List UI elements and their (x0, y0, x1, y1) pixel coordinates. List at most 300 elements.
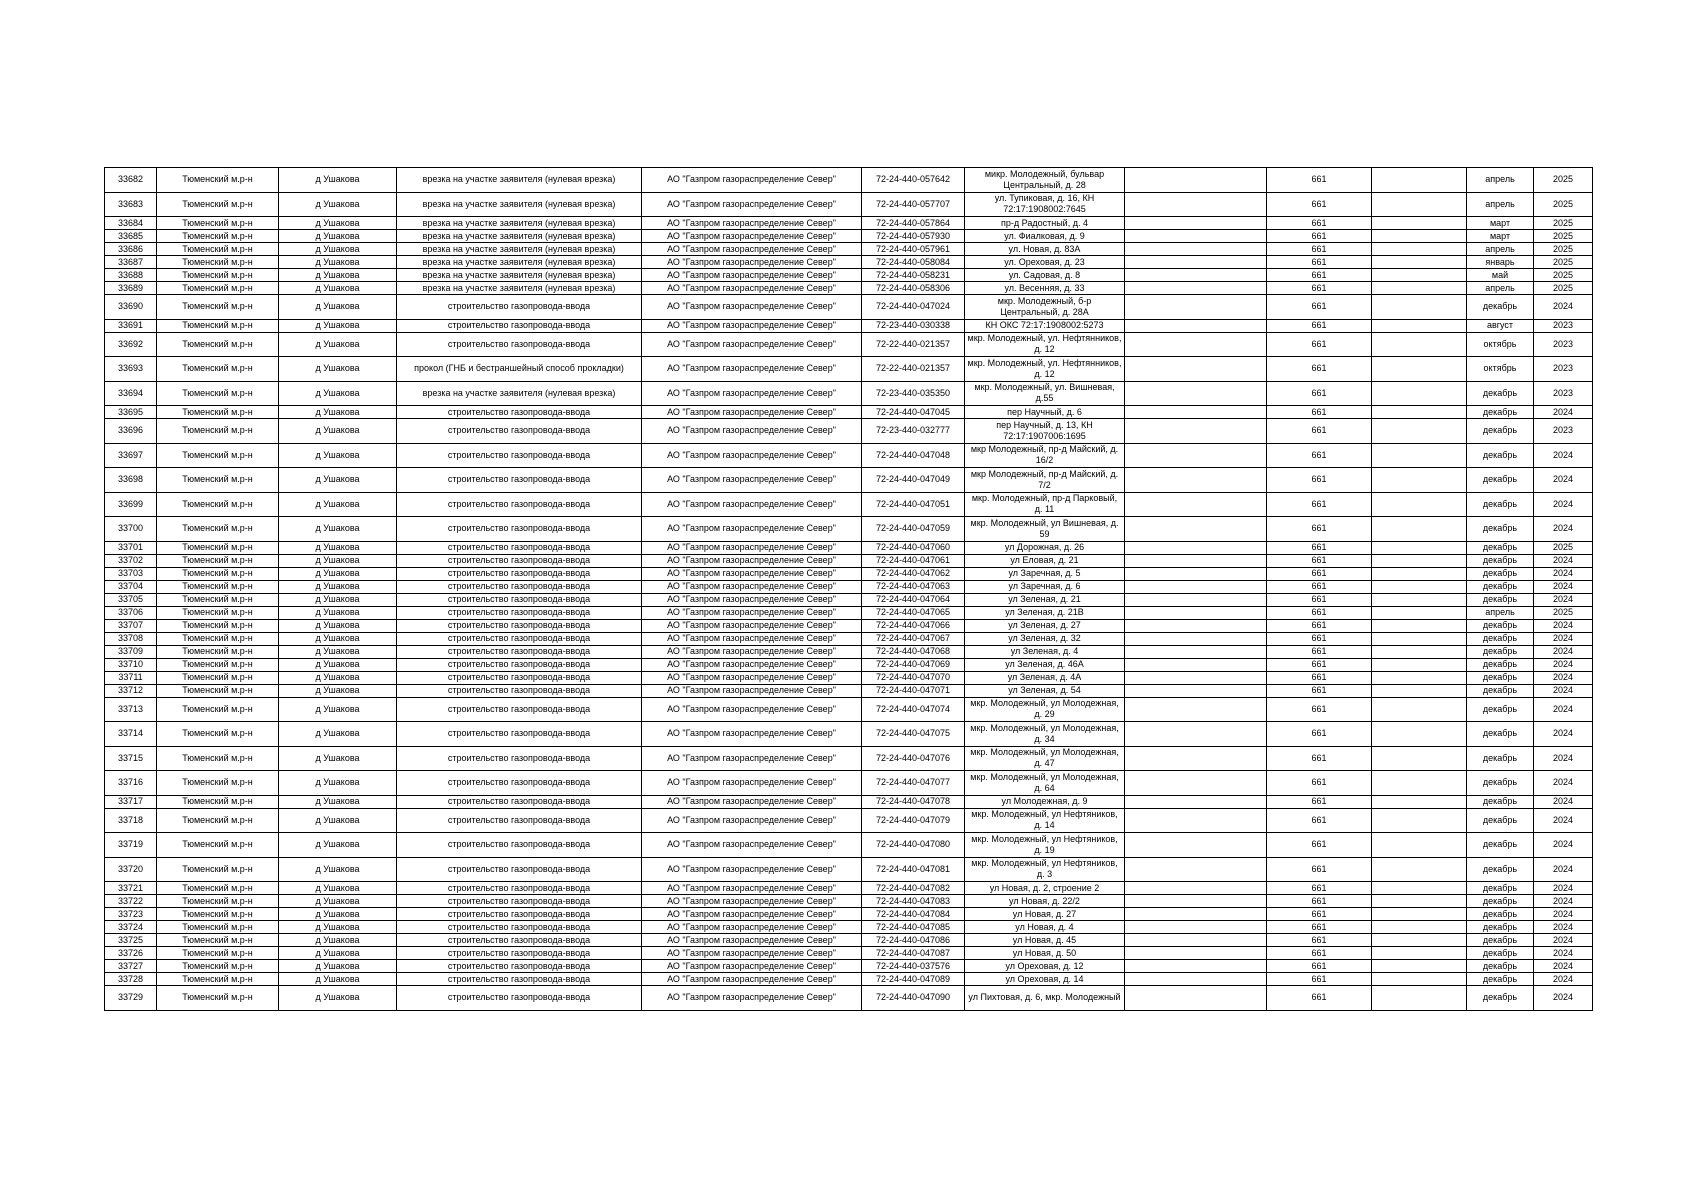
table-row (105, 168, 1593, 193)
cell-row-number: 33708 (105, 632, 157, 645)
cell-district: Тюменский м.р-н (157, 895, 279, 908)
cell-request-number: 72-24-440-047078 (862, 795, 965, 808)
cell-district: Тюменский м.р-н (157, 217, 279, 230)
cell-month: декабрь (1467, 632, 1534, 645)
table-row (105, 357, 1593, 382)
cell-month: декабрь (1467, 580, 1534, 593)
cell-organization: АО "Газпром газораспределение Север" (642, 645, 862, 658)
table-row (105, 684, 1593, 697)
cell-code: 661 (1267, 282, 1372, 295)
cell-month: январь (1467, 256, 1534, 269)
cell-organization: АО "Газпром газораспределение Север" (642, 795, 862, 808)
cell-work-type: строительство газопровода-ввода (397, 632, 642, 645)
data-table (104, 167, 1593, 1011)
cell-organization: АО "Газпром газораспределение Север" (642, 722, 862, 747)
cell-organization: АО "Газпром газораспределение Север" (642, 230, 862, 243)
cell-organization: АО "Газпром газораспределение Север" (642, 443, 862, 468)
cell-empty-col (1125, 833, 1267, 858)
cell-work-type: строительство газопровода-ввода (397, 319, 642, 332)
table-row (105, 319, 1593, 332)
table-row (105, 332, 1593, 357)
cell-code: 661 (1267, 960, 1372, 973)
cell-organization: АО "Газпром газораспределение Север" (642, 671, 862, 684)
cell-request-number: 72-24-440-037576 (862, 960, 965, 973)
cell-work-type: строительство газопровода-ввода (397, 960, 642, 973)
table-row (105, 973, 1593, 986)
cell-request-number: 72-24-440-047061 (862, 554, 965, 567)
table-row (105, 960, 1593, 973)
cell-locality: д Ушакова (279, 908, 397, 921)
cell-row-number: 33719 (105, 833, 157, 858)
table-row (105, 921, 1593, 934)
cell-work-type: прокол (ГНБ и бестраншейный способ прокладки) (397, 357, 642, 382)
cell-organization: АО "Газпром газораспределение Север" (642, 973, 862, 986)
cell-organization: АО "Газпром газораспределение Север" (642, 895, 862, 908)
cell-empty-col2 (1372, 269, 1467, 282)
cell-empty-col2 (1372, 947, 1467, 960)
cell-code: 661 (1267, 632, 1372, 645)
cell-year: 2024 (1534, 554, 1593, 567)
cell-district: Тюменский м.р-н (157, 882, 279, 895)
cell-address: мкр. Молодежный, ул Нефтяников, д. 14 (965, 808, 1125, 833)
cell-row-number: 33728 (105, 973, 157, 986)
cell-district: Тюменский м.р-н (157, 541, 279, 554)
cell-code: 661 (1267, 357, 1372, 382)
cell-work-type: строительство газопровода-ввода (397, 684, 642, 697)
cell-row-number: 33696 (105, 419, 157, 444)
cell-district: Тюменский м.р-н (157, 168, 279, 193)
cell-work-type: строительство газопровода-ввода (397, 567, 642, 580)
cell-work-type: врезка на участке заявителя (нулевая врезка) (397, 168, 642, 193)
cell-empty-col (1125, 492, 1267, 517)
cell-locality: д Ушакова (279, 332, 397, 357)
table-row (105, 895, 1593, 908)
cell-code: 661 (1267, 192, 1372, 217)
cell-address: ул. Весенняя, д. 33 (965, 282, 1125, 295)
cell-district: Тюменский м.р-н (157, 230, 279, 243)
cell-locality: д Ушакова (279, 554, 397, 567)
cell-code: 661 (1267, 332, 1372, 357)
cell-organization: АО "Газпром газораспределение Север" (642, 243, 862, 256)
cell-empty-col2 (1372, 541, 1467, 554)
cell-request-number: 72-22-440-021357 (862, 332, 965, 357)
cell-row-number: 33722 (105, 895, 157, 908)
cell-row-number: 33725 (105, 934, 157, 947)
cell-district: Тюменский м.р-н (157, 857, 279, 882)
cell-month: декабрь (1467, 833, 1534, 858)
cell-empty-col2 (1372, 381, 1467, 406)
cell-district: Тюменский м.р-н (157, 973, 279, 986)
cell-code: 661 (1267, 697, 1372, 722)
cell-locality: д Ушакова (279, 168, 397, 193)
cell-empty-col2 (1372, 722, 1467, 747)
cell-empty-col (1125, 986, 1267, 1011)
cell-empty-col2 (1372, 746, 1467, 771)
cell-locality: д Ушакова (279, 960, 397, 973)
cell-district: Тюменский м.р-н (157, 282, 279, 295)
cell-month: декабрь (1467, 986, 1534, 1011)
cell-address: мкр. Молодежный, ул. Нефтянников, д. 12 (965, 332, 1125, 357)
cell-row-number: 33700 (105, 517, 157, 542)
cell-row-number: 33720 (105, 857, 157, 882)
cell-request-number: 72-24-440-047090 (862, 986, 965, 1011)
cell-month: апрель (1467, 606, 1534, 619)
cell-address: мкр. Молодежный, ул Молодежная, д. 47 (965, 746, 1125, 771)
cell-district: Тюменский м.р-н (157, 908, 279, 921)
cell-request-number: 72-24-440-057930 (862, 230, 965, 243)
cell-locality: д Ушакова (279, 443, 397, 468)
cell-empty-col (1125, 295, 1267, 320)
cell-request-number: 72-24-440-047079 (862, 808, 965, 833)
cell-empty-col2 (1372, 795, 1467, 808)
cell-address: ул. Ореховая, д. 23 (965, 256, 1125, 269)
cell-work-type: строительство газопровода-ввода (397, 658, 642, 671)
cell-code: 661 (1267, 243, 1372, 256)
cell-code: 661 (1267, 771, 1372, 796)
cell-address: ул Зеленая, д. 4 (965, 645, 1125, 658)
cell-request-number: 72-24-440-047080 (862, 833, 965, 858)
cell-row-number: 33693 (105, 357, 157, 382)
cell-work-type: врезка на участке заявителя (нулевая врезка) (397, 243, 642, 256)
cell-organization: АО "Газпром газораспределение Север" (642, 332, 862, 357)
cell-district: Тюменский м.р-н (157, 795, 279, 808)
cell-row-number: 33714 (105, 722, 157, 747)
cell-district: Тюменский м.р-н (157, 619, 279, 632)
cell-organization: АО "Газпром газораспределение Север" (642, 684, 862, 697)
cell-work-type: строительство газопровода-ввода (397, 921, 642, 934)
cell-row-number: 33688 (105, 269, 157, 282)
cell-work-type: строительство газопровода-ввода (397, 580, 642, 593)
cell-address: мкр. Молодежный, ул Молодежная, д. 34 (965, 722, 1125, 747)
cell-request-number: 72-24-440-057707 (862, 192, 965, 217)
cell-request-number: 72-24-440-057642 (862, 168, 965, 193)
cell-address: ул. Тупиковая, д. 16, КН 72:17:1908002:7645 (965, 192, 1125, 217)
cell-code: 661 (1267, 947, 1372, 960)
cell-address: КН ОКС 72:17:1908002:5273 (965, 319, 1125, 332)
cell-row-number: 33682 (105, 168, 157, 193)
cell-district: Тюменский м.р-н (157, 567, 279, 580)
cell-locality: д Ушакова (279, 619, 397, 632)
table-row (105, 517, 1593, 542)
cell-month: апрель (1467, 282, 1534, 295)
cell-year: 2025 (1534, 541, 1593, 554)
cell-code: 661 (1267, 269, 1372, 282)
cell-row-number: 33690 (105, 295, 157, 320)
cell-code: 661 (1267, 895, 1372, 908)
cell-locality: д Ушакова (279, 269, 397, 282)
cell-row-number: 33685 (105, 230, 157, 243)
cell-address: мкр. Молодежный, ул Вишневая, д. 59 (965, 517, 1125, 542)
cell-organization: АО "Газпром газораспределение Север" (642, 419, 862, 444)
cell-address: ул. Новая, д. 83А (965, 243, 1125, 256)
table-row (105, 492, 1593, 517)
cell-row-number: 33727 (105, 960, 157, 973)
cell-district: Тюменский м.р-н (157, 606, 279, 619)
cell-year: 2024 (1534, 973, 1593, 986)
cell-work-type: строительство газопровода-ввода (397, 895, 642, 908)
cell-request-number: 72-24-440-047049 (862, 468, 965, 493)
cell-locality: д Ушакова (279, 882, 397, 895)
cell-address: мкр. Молодежный, ул. Вишневая, д.55 (965, 381, 1125, 406)
cell-address: ул Новая, д. 45 (965, 934, 1125, 947)
cell-request-number: 72-24-440-058084 (862, 256, 965, 269)
cell-empty-col2 (1372, 808, 1467, 833)
cell-code: 661 (1267, 381, 1372, 406)
cell-locality: д Ушакова (279, 567, 397, 580)
cell-address: пер Научный, д. 13, КН 72:17:1907006:1695 (965, 419, 1125, 444)
cell-request-number: 72-24-440-047066 (862, 619, 965, 632)
cell-year: 2024 (1534, 697, 1593, 722)
cell-year: 2023 (1534, 357, 1593, 382)
cell-empty-col (1125, 282, 1267, 295)
cell-empty-col (1125, 921, 1267, 934)
cell-empty-col (1125, 882, 1267, 895)
cell-month: декабрь (1467, 381, 1534, 406)
cell-month: октябрь (1467, 357, 1534, 382)
cell-month: декабрь (1467, 593, 1534, 606)
cell-month: декабрь (1467, 882, 1534, 895)
cell-locality: д Ушакова (279, 645, 397, 658)
cell-work-type: строительство газопровода-ввода (397, 492, 642, 517)
table-row (105, 771, 1593, 796)
cell-year: 2025 (1534, 243, 1593, 256)
cell-address: пр-д Радостный, д. 4 (965, 217, 1125, 230)
cell-organization: АО "Газпром газораспределение Север" (642, 658, 862, 671)
cell-district: Тюменский м.р-н (157, 319, 279, 332)
cell-organization: АО "Газпром газораспределение Север" (642, 882, 862, 895)
cell-empty-col (1125, 230, 1267, 243)
cell-month: декабрь (1467, 671, 1534, 684)
cell-locality: д Ушакова (279, 319, 397, 332)
cell-work-type: строительство газопровода-ввода (397, 606, 642, 619)
cell-work-type: врезка на участке заявителя (нулевая врезка) (397, 230, 642, 243)
cell-request-number: 72-24-440-047070 (862, 671, 965, 684)
cell-empty-col2 (1372, 619, 1467, 632)
cell-locality: д Ушакова (279, 795, 397, 808)
cell-code: 661 (1267, 684, 1372, 697)
cell-year: 2024 (1534, 295, 1593, 320)
cell-request-number: 72-23-440-030338 (862, 319, 965, 332)
cell-empty-col2 (1372, 908, 1467, 921)
cell-district: Тюменский м.р-н (157, 833, 279, 858)
cell-month: декабрь (1467, 947, 1534, 960)
cell-district: Тюменский м.р-н (157, 632, 279, 645)
cell-locality: д Ушакова (279, 419, 397, 444)
cell-row-number: 33704 (105, 580, 157, 593)
cell-code: 661 (1267, 468, 1372, 493)
table-row (105, 419, 1593, 444)
cell-code: 661 (1267, 973, 1372, 986)
cell-work-type: строительство газопровода-ввода (397, 645, 642, 658)
cell-request-number: 72-24-440-047063 (862, 580, 965, 593)
cell-locality: д Ушакова (279, 771, 397, 796)
cell-row-number: 33695 (105, 406, 157, 419)
cell-row-number: 33692 (105, 332, 157, 357)
cell-locality: д Ушакова (279, 256, 397, 269)
cell-month: август (1467, 319, 1534, 332)
cell-organization: АО "Газпром газораспределение Север" (642, 217, 862, 230)
cell-empty-col (1125, 632, 1267, 645)
cell-empty-col (1125, 857, 1267, 882)
cell-row-number: 33726 (105, 947, 157, 960)
cell-empty-col (1125, 567, 1267, 580)
cell-organization: АО "Газпром газораспределение Север" (642, 808, 862, 833)
cell-empty-col (1125, 795, 1267, 808)
cell-row-number: 33697 (105, 443, 157, 468)
cell-empty-col2 (1372, 554, 1467, 567)
table-row (105, 722, 1593, 747)
cell-month: декабрь (1467, 658, 1534, 671)
cell-code: 661 (1267, 492, 1372, 517)
cell-empty-col (1125, 973, 1267, 986)
cell-district: Тюменский м.р-н (157, 808, 279, 833)
table-row (105, 217, 1593, 230)
cell-request-number: 72-24-440-047089 (862, 973, 965, 986)
cell-work-type: строительство газопровода-ввода (397, 973, 642, 986)
cell-row-number: 33713 (105, 697, 157, 722)
cell-empty-col2 (1372, 419, 1467, 444)
cell-locality: д Ушакова (279, 746, 397, 771)
cell-month: декабрь (1467, 795, 1534, 808)
cell-request-number: 72-24-440-047024 (862, 295, 965, 320)
cell-month: декабрь (1467, 722, 1534, 747)
cell-empty-col (1125, 895, 1267, 908)
cell-address: ул Зеленая, д. 21 (965, 593, 1125, 606)
cell-locality: д Ушакова (279, 606, 397, 619)
cell-organization: АО "Газпром газораспределение Север" (642, 406, 862, 419)
cell-organization: АО "Газпром газораспределение Север" (642, 295, 862, 320)
cell-address: микр. Молодежный, бульвар Центральный, д. 28 (965, 168, 1125, 193)
cell-empty-col2 (1372, 697, 1467, 722)
table-row (105, 443, 1593, 468)
cell-month: апрель (1467, 243, 1534, 256)
cell-month: март (1467, 217, 1534, 230)
cell-district: Тюменский м.р-н (157, 295, 279, 320)
cell-locality: д Ушакова (279, 517, 397, 542)
cell-year: 2023 (1534, 319, 1593, 332)
cell-empty-col2 (1372, 256, 1467, 269)
cell-code: 661 (1267, 619, 1372, 632)
cell-work-type: строительство газопровода-ввода (397, 808, 642, 833)
table-row (105, 580, 1593, 593)
cell-locality: д Ушакова (279, 593, 397, 606)
cell-request-number: 72-24-440-047086 (862, 934, 965, 947)
cell-empty-col (1125, 319, 1267, 332)
cell-empty-col2 (1372, 319, 1467, 332)
cell-empty-col (1125, 658, 1267, 671)
cell-locality: д Ушакова (279, 541, 397, 554)
cell-locality: д Ушакова (279, 230, 397, 243)
cell-address: мкр. Молодежный, ул Молодежная, д. 29 (965, 697, 1125, 722)
cell-locality: д Ушакова (279, 986, 397, 1011)
cell-month: апрель (1467, 192, 1534, 217)
cell-code: 661 (1267, 934, 1372, 947)
cell-request-number: 72-23-440-032777 (862, 419, 965, 444)
cell-request-number: 72-24-440-047060 (862, 541, 965, 554)
cell-address: ул Еловая, д. 21 (965, 554, 1125, 567)
table-row (105, 541, 1593, 554)
cell-empty-col2 (1372, 443, 1467, 468)
table-row (105, 746, 1593, 771)
cell-district: Тюменский м.р-н (157, 684, 279, 697)
cell-row-number: 33706 (105, 606, 157, 619)
cell-year: 2024 (1534, 406, 1593, 419)
cell-empty-col (1125, 934, 1267, 947)
cell-empty-col (1125, 671, 1267, 684)
cell-request-number: 72-24-440-047062 (862, 567, 965, 580)
cell-empty-col2 (1372, 882, 1467, 895)
cell-year: 2024 (1534, 921, 1593, 934)
table-row (105, 282, 1593, 295)
cell-locality: д Ушакова (279, 808, 397, 833)
cell-empty-col (1125, 419, 1267, 444)
cell-work-type: строительство газопровода-ввода (397, 771, 642, 796)
cell-year: 2025 (1534, 230, 1593, 243)
table-row (105, 645, 1593, 658)
cell-address: ул Зеленая, д. 4А (965, 671, 1125, 684)
cell-code: 661 (1267, 593, 1372, 606)
cell-month: март (1467, 230, 1534, 243)
cell-row-number: 33687 (105, 256, 157, 269)
cell-empty-col2 (1372, 973, 1467, 986)
table-row (105, 934, 1593, 947)
cell-row-number: 33705 (105, 593, 157, 606)
cell-year: 2024 (1534, 960, 1593, 973)
cell-empty-col (1125, 517, 1267, 542)
cell-organization: АО "Газпром газораспределение Север" (642, 541, 862, 554)
cell-locality: д Ушакова (279, 381, 397, 406)
cell-work-type: строительство газопровода-ввода (397, 406, 642, 419)
cell-code: 661 (1267, 833, 1372, 858)
cell-organization: АО "Газпром газораспределение Север" (642, 606, 862, 619)
cell-empty-col2 (1372, 986, 1467, 1011)
cell-address: мкр. Молодежный, ул Нефтяников, д. 3 (965, 857, 1125, 882)
cell-organization: АО "Газпром газораспределение Север" (642, 619, 862, 632)
cell-code: 661 (1267, 406, 1372, 419)
cell-address: мкр. Молодежный, пр-д Парковый, д. 11 (965, 492, 1125, 517)
cell-year: 2024 (1534, 517, 1593, 542)
cell-work-type: строительство газопровода-ввода (397, 908, 642, 921)
cell-work-type: врезка на участке заявителя (нулевая врезка) (397, 256, 642, 269)
cell-work-type: строительство газопровода-ввода (397, 295, 642, 320)
cell-year: 2023 (1534, 419, 1593, 444)
cell-request-number: 72-24-440-047085 (862, 921, 965, 934)
cell-year: 2023 (1534, 381, 1593, 406)
cell-month: декабрь (1467, 908, 1534, 921)
cell-year: 2024 (1534, 947, 1593, 960)
cell-request-number: 72-24-440-047084 (862, 908, 965, 921)
cell-locality: д Ушакова (279, 973, 397, 986)
cell-code: 661 (1267, 295, 1372, 320)
cell-month: декабрь (1467, 419, 1534, 444)
cell-address: ул Новая, д. 2, строение 2 (965, 882, 1125, 895)
cell-year: 2025 (1534, 282, 1593, 295)
cell-empty-col (1125, 746, 1267, 771)
cell-request-number: 72-22-440-021357 (862, 357, 965, 382)
cell-month: декабрь (1467, 808, 1534, 833)
cell-year: 2024 (1534, 632, 1593, 645)
cell-district: Тюменский м.р-н (157, 921, 279, 934)
cell-locality: д Ушакова (279, 833, 397, 858)
cell-request-number: 72-24-440-047074 (862, 697, 965, 722)
cell-empty-col2 (1372, 243, 1467, 256)
cell-organization: АО "Газпром газораспределение Север" (642, 192, 862, 217)
cell-code: 661 (1267, 443, 1372, 468)
cell-month: декабрь (1467, 645, 1534, 658)
table-row (105, 619, 1593, 632)
cell-month: декабрь (1467, 921, 1534, 934)
cell-empty-col (1125, 443, 1267, 468)
